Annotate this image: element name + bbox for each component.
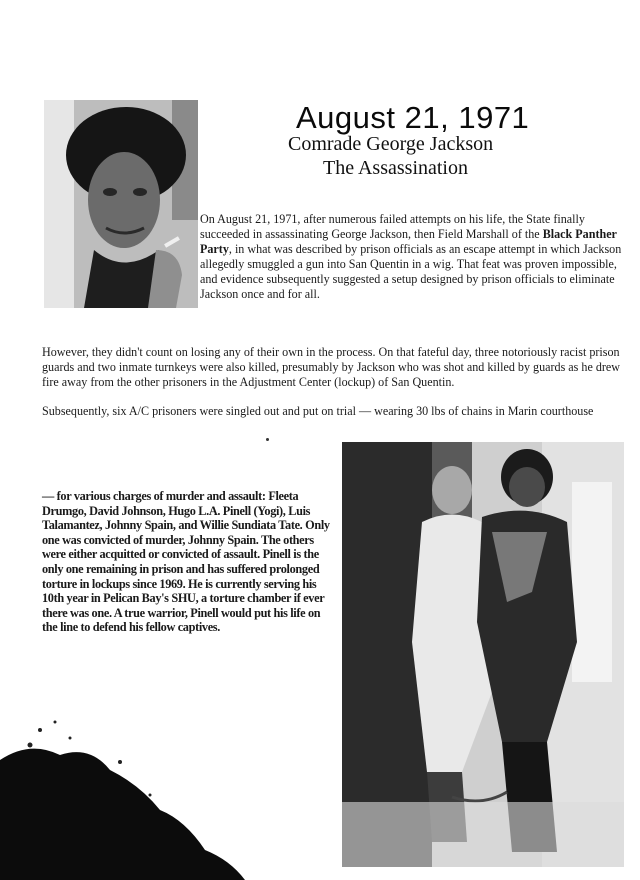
- body-paragraph-2: However, they didn't count on losing any of their own in the process. On that fateful day, three notoriously racist prison guards and two inmate turnkeys were also killed, presumably by Jackson who was shot and killed by guards as he drew fire away from the other prisoners in the Adjustment Center (lockup) of San Quentin.: [42, 345, 621, 389]
- intro-org-name: Black Panther Party: [200, 227, 617, 256]
- group-photo-graphic: [342, 442, 624, 867]
- intro-paragraph: [200, 212, 632, 302]
- portrait-photo-graphic: [44, 100, 198, 308]
- stray-dot: [266, 438, 269, 441]
- group-photo: [342, 442, 624, 867]
- body-paragraph-4: — for various charges of murder and assault: Fleeta Drumgo, David Johnson, Hugo L.A. Pinell (Yogi), Luis Talamantez, Johnny Spain, and Willie Sundiata Tate. Only one was convicted of murder, Johnny Spain. The others were either acquitted or convicted of assault. Pinell is the only one remaining in prison and has suffered prolonged torture in lockups since 1969. He is currently serving his 10th year in Pelican Bay's SHU, a torture chamber if ever there was one. A true warrior, Pinell would put his life on the line to defend his fellow captives.: [42, 489, 330, 635]
- intro-rest-text: , in what was described by prison officials as an escape attempt in which Jackson allegedly smuggled a gun into San Quentin in a wig. That feat was proven impossible, and evidence subsequently suggested a setup designed by prison officials to eliminate Jackson once and for all.: [200, 242, 622, 301]
- page-title-date: August 21, 1971: [296, 100, 530, 135]
- portrait-photo: [44, 100, 198, 308]
- intro-lead-text: On August 21, 1971, after numerous failed attempts on his life, the State finally succeeded in assassinating George Jackson, then Field Marshall of the: [200, 212, 585, 241]
- ink-smudge: [0, 700, 260, 880]
- subtitle-line-2: The Assassination: [323, 157, 468, 179]
- subtitle-line-1: Comrade George Jackson: [288, 133, 494, 155]
- body-paragraph-3: Subsequently, six A/C prisoners were singled out and put on trial — wearing 30 lbs of chains in Marin courthouse: [42, 404, 594, 418]
